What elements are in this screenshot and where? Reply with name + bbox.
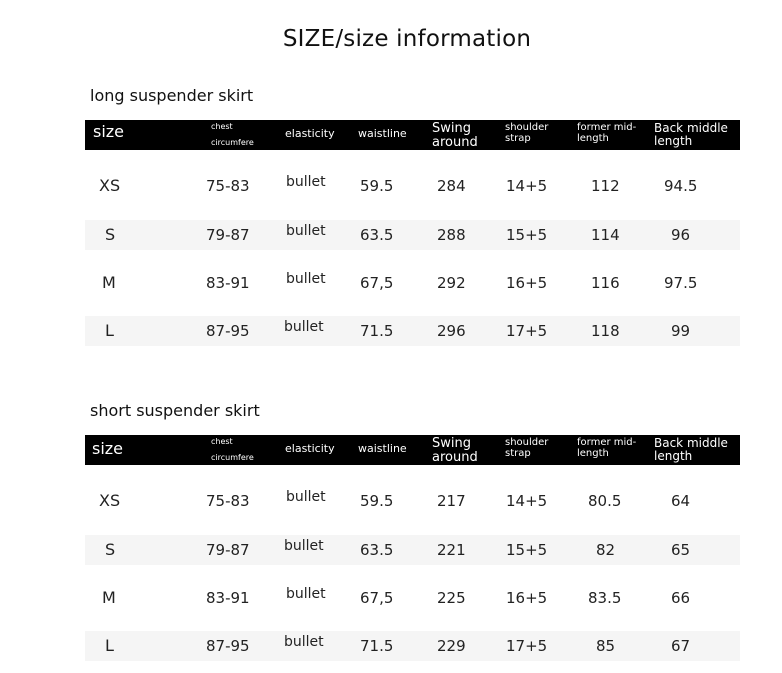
cell-waist: 71.5	[360, 322, 394, 340]
table-row	[85, 535, 740, 565]
header-swing-2: around	[432, 450, 478, 465]
header-swing-2: around	[432, 135, 478, 150]
cell-chest: 87-95	[206, 637, 250, 655]
cell-former: 114	[591, 226, 620, 244]
table-header	[85, 120, 740, 150]
header-chest-2: circumfere	[211, 138, 254, 147]
header-back-1: Back middle	[654, 121, 728, 135]
table-row	[85, 583, 740, 613]
cell-former: 80.5	[588, 492, 622, 510]
cell-swing: 288	[437, 226, 466, 244]
cell-waist: 67,5	[360, 274, 394, 292]
header-elasticity: elasticity	[285, 442, 335, 455]
cell-size: L	[105, 321, 114, 340]
cell-former: 83.5	[588, 589, 622, 607]
cell-size: L	[105, 636, 114, 655]
cell-chest: 75-83	[206, 177, 250, 195]
cell-shoulder: 14+5	[506, 492, 548, 510]
table-row	[85, 220, 740, 250]
cell-elasticity: bullet	[284, 634, 324, 650]
cell-former: 85	[596, 637, 616, 655]
cell-elasticity: bullet	[286, 223, 326, 239]
cell-size: XS	[99, 491, 121, 510]
cell-chest: 87-95	[206, 322, 250, 340]
cell-size: S	[105, 225, 116, 244]
cell-swing: 225	[437, 589, 466, 607]
cell-back: 64	[671, 492, 691, 510]
cell-back: 97.5	[664, 274, 698, 292]
header-shoulder-2: strap	[505, 448, 531, 459]
header-waistline: waistline	[358, 127, 407, 140]
cell-chest: 83-91	[206, 589, 250, 607]
header-waistline: waistline	[358, 442, 407, 455]
cell-back: 99	[671, 322, 691, 340]
header-chest-2: circumfere	[211, 453, 254, 462]
header-former-1: former mid-	[577, 437, 637, 448]
cell-elasticity: bullet	[284, 538, 324, 554]
section-title-short: short suspender skirt	[90, 401, 260, 420]
cell-swing: 221	[437, 541, 466, 559]
cell-shoulder: 16+5	[506, 274, 548, 292]
cell-elasticity: bullet	[284, 319, 324, 335]
table-row	[85, 486, 740, 516]
cell-former: 118	[591, 322, 620, 340]
cell-former: 82	[596, 541, 616, 559]
cell-swing: 292	[437, 274, 466, 292]
cell-waist: 67,5	[360, 589, 394, 607]
cell-back: 67	[671, 637, 691, 655]
cell-size: S	[105, 540, 116, 559]
cell-former: 112	[591, 177, 620, 195]
cell-back: 66	[671, 589, 691, 607]
cell-shoulder: 15+5	[506, 226, 548, 244]
cell-chest: 79-87	[206, 226, 250, 244]
header-shoulder-2: strap	[505, 133, 531, 144]
table-row	[85, 268, 740, 298]
section-title-long: long suspender skirt	[90, 86, 254, 105]
cell-elasticity: bullet	[286, 489, 326, 505]
page-title: SIZE/size information	[282, 26, 532, 52]
header-former-1: former mid-	[577, 122, 637, 133]
table-header	[85, 435, 740, 465]
cell-shoulder: 14+5	[506, 177, 548, 195]
cell-waist: 59.5	[360, 492, 394, 510]
cell-waist: 59.5	[360, 177, 394, 195]
header-back-2: length	[654, 134, 693, 148]
table-row	[85, 631, 740, 661]
header-former-2: length	[577, 133, 609, 144]
cell-size: M	[102, 588, 116, 607]
cell-former: 116	[591, 274, 620, 292]
header-size: size	[93, 122, 125, 141]
cell-elasticity: bullet	[286, 271, 326, 287]
cell-swing: 296	[437, 322, 466, 340]
cell-chest: 75-83	[206, 492, 250, 510]
cell-swing: 217	[437, 492, 466, 510]
header-shoulder-1: shoulder	[505, 437, 549, 448]
header-chest-1: chest	[211, 437, 233, 446]
header-shoulder-1: shoulder	[505, 122, 549, 133]
cell-elasticity: bullet	[286, 174, 326, 190]
header-swing-1: Swing	[432, 436, 471, 451]
header-chest-1: chest	[211, 122, 233, 131]
cell-chest: 79-87	[206, 541, 250, 559]
cell-back: 65	[671, 541, 691, 559]
cell-shoulder: 17+5	[506, 322, 548, 340]
cell-elasticity: bullet	[286, 586, 326, 602]
header-former-2: length	[577, 448, 609, 459]
table-row	[85, 316, 740, 346]
cell-waist: 71.5	[360, 637, 394, 655]
cell-waist: 63.5	[360, 541, 394, 559]
table-row	[85, 171, 740, 201]
cell-size: XS	[99, 176, 121, 195]
cell-shoulder: 15+5	[506, 541, 548, 559]
cell-swing: 229	[437, 637, 466, 655]
header-swing-1: Swing	[432, 121, 471, 136]
cell-back: 96	[671, 226, 691, 244]
cell-chest: 83-91	[206, 274, 250, 292]
cell-shoulder: 16+5	[506, 589, 548, 607]
header-size: size	[92, 439, 124, 458]
size-table-long	[85, 120, 740, 346]
cell-back: 94.5	[664, 177, 698, 195]
cell-waist: 63.5	[360, 226, 394, 244]
header-back-2: length	[654, 449, 693, 463]
header-back-1: Back middle	[654, 436, 728, 450]
size-table-short	[85, 435, 740, 661]
cell-swing: 284	[437, 177, 466, 195]
header-elasticity: elasticity	[285, 127, 335, 140]
cell-size: M	[102, 273, 116, 292]
cell-shoulder: 17+5	[506, 637, 548, 655]
